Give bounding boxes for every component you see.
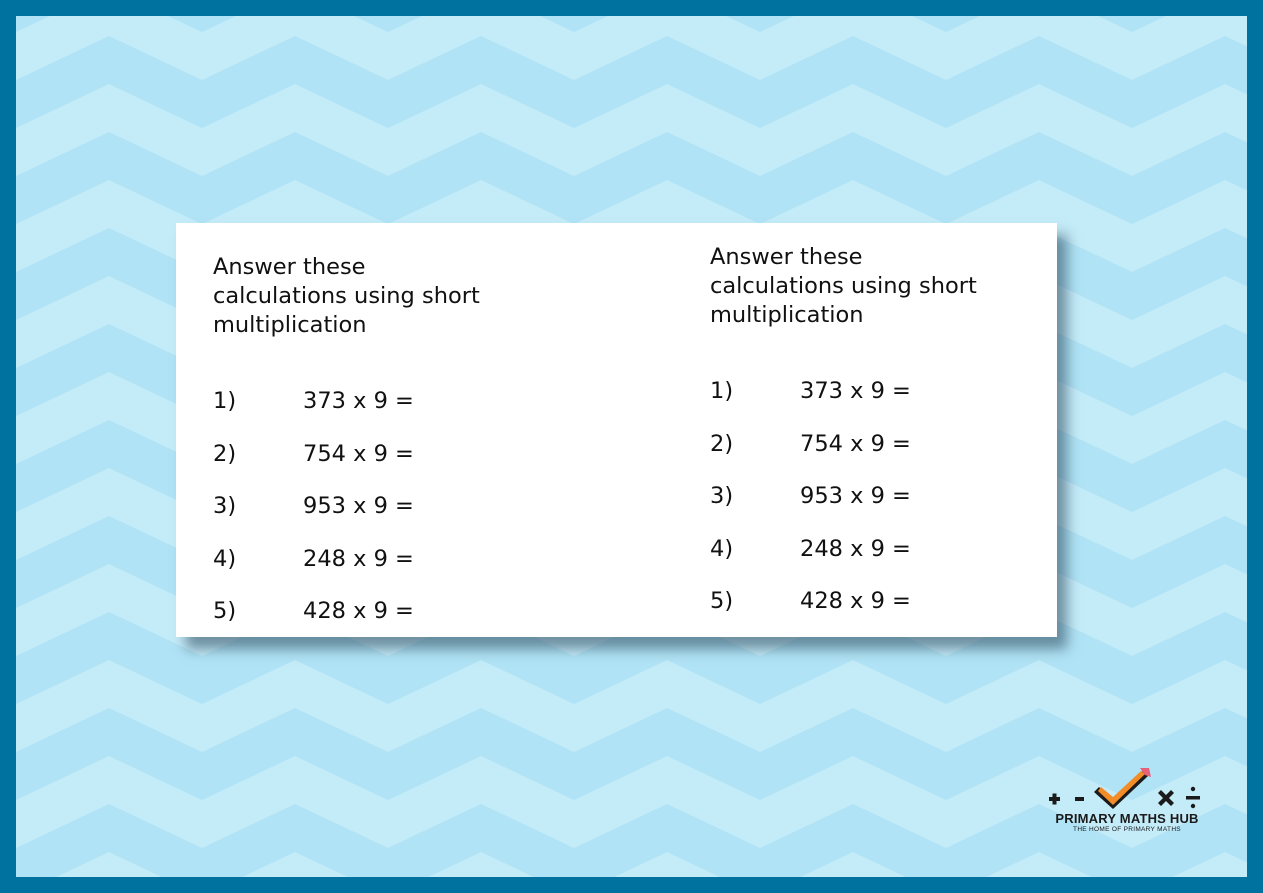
question-expression: 428 x 9 = [800, 588, 911, 614]
logo-symbols [1037, 765, 1217, 813]
instruction-line: multiplication [213, 312, 367, 338]
question-number: 1) [710, 378, 734, 404]
divide-icon [1186, 787, 1200, 808]
question-list [213, 388, 543, 651]
question-expression: 754 x 9 = [800, 430, 911, 457]
question-item [710, 378, 1040, 431]
question-number: 5) [213, 598, 237, 624]
question-list [710, 378, 1040, 641]
question-item [710, 483, 1040, 536]
question-number: 2) [213, 440, 237, 467]
question-expression: 953 x 9 = [800, 483, 911, 509]
instruction-text [213, 253, 543, 340]
question-expression: 953 x 9 = [303, 493, 414, 519]
instruction-text [710, 243, 1040, 330]
question-expression: 428 x 9 = [303, 598, 414, 624]
question-number: 4) [213, 545, 237, 572]
worksheet-card [176, 223, 1057, 637]
instruction-line: Answer these [213, 254, 366, 280]
minus-icon [1075, 797, 1084, 801]
question-number: 3) [213, 493, 237, 519]
question-item [710, 431, 1040, 484]
question-item [213, 441, 543, 494]
checkmark-icon [1094, 768, 1151, 809]
question-expression: 373 x 9 = [800, 378, 911, 404]
question-item [213, 493, 543, 546]
instruction-line: calculations using short [710, 273, 977, 299]
question-expression: 373 x 9 = [303, 388, 414, 414]
question-item [213, 388, 543, 441]
question-item [213, 598, 543, 651]
question-item [213, 546, 543, 599]
instruction-line: multiplication [710, 302, 864, 328]
times-icon [1158, 790, 1174, 806]
worksheet-column-right [710, 243, 1040, 641]
logo-tagline: THE HOME OF PRIMARY MATHS [1073, 826, 1181, 833]
plus-icon [1049, 794, 1060, 805]
question-item [710, 588, 1040, 641]
worksheet-column-left [213, 253, 543, 651]
question-expression: 754 x 9 = [303, 440, 414, 467]
question-number: 1) [213, 388, 237, 414]
question-number: 4) [710, 535, 734, 562]
instruction-line: Answer these [710, 244, 863, 270]
question-expression: 248 x 9 = [800, 535, 911, 562]
question-item [710, 536, 1040, 589]
question-number: 2) [710, 430, 734, 457]
question-number: 5) [710, 588, 734, 614]
question-expression: 248 x 9 = [303, 545, 414, 572]
primary-maths-hub-logo [1037, 765, 1217, 845]
question-number: 3) [710, 483, 734, 509]
logo-brand-name: PRIMARY MATHS HUB [1055, 811, 1199, 826]
instruction-line: calculations using short [213, 283, 480, 309]
